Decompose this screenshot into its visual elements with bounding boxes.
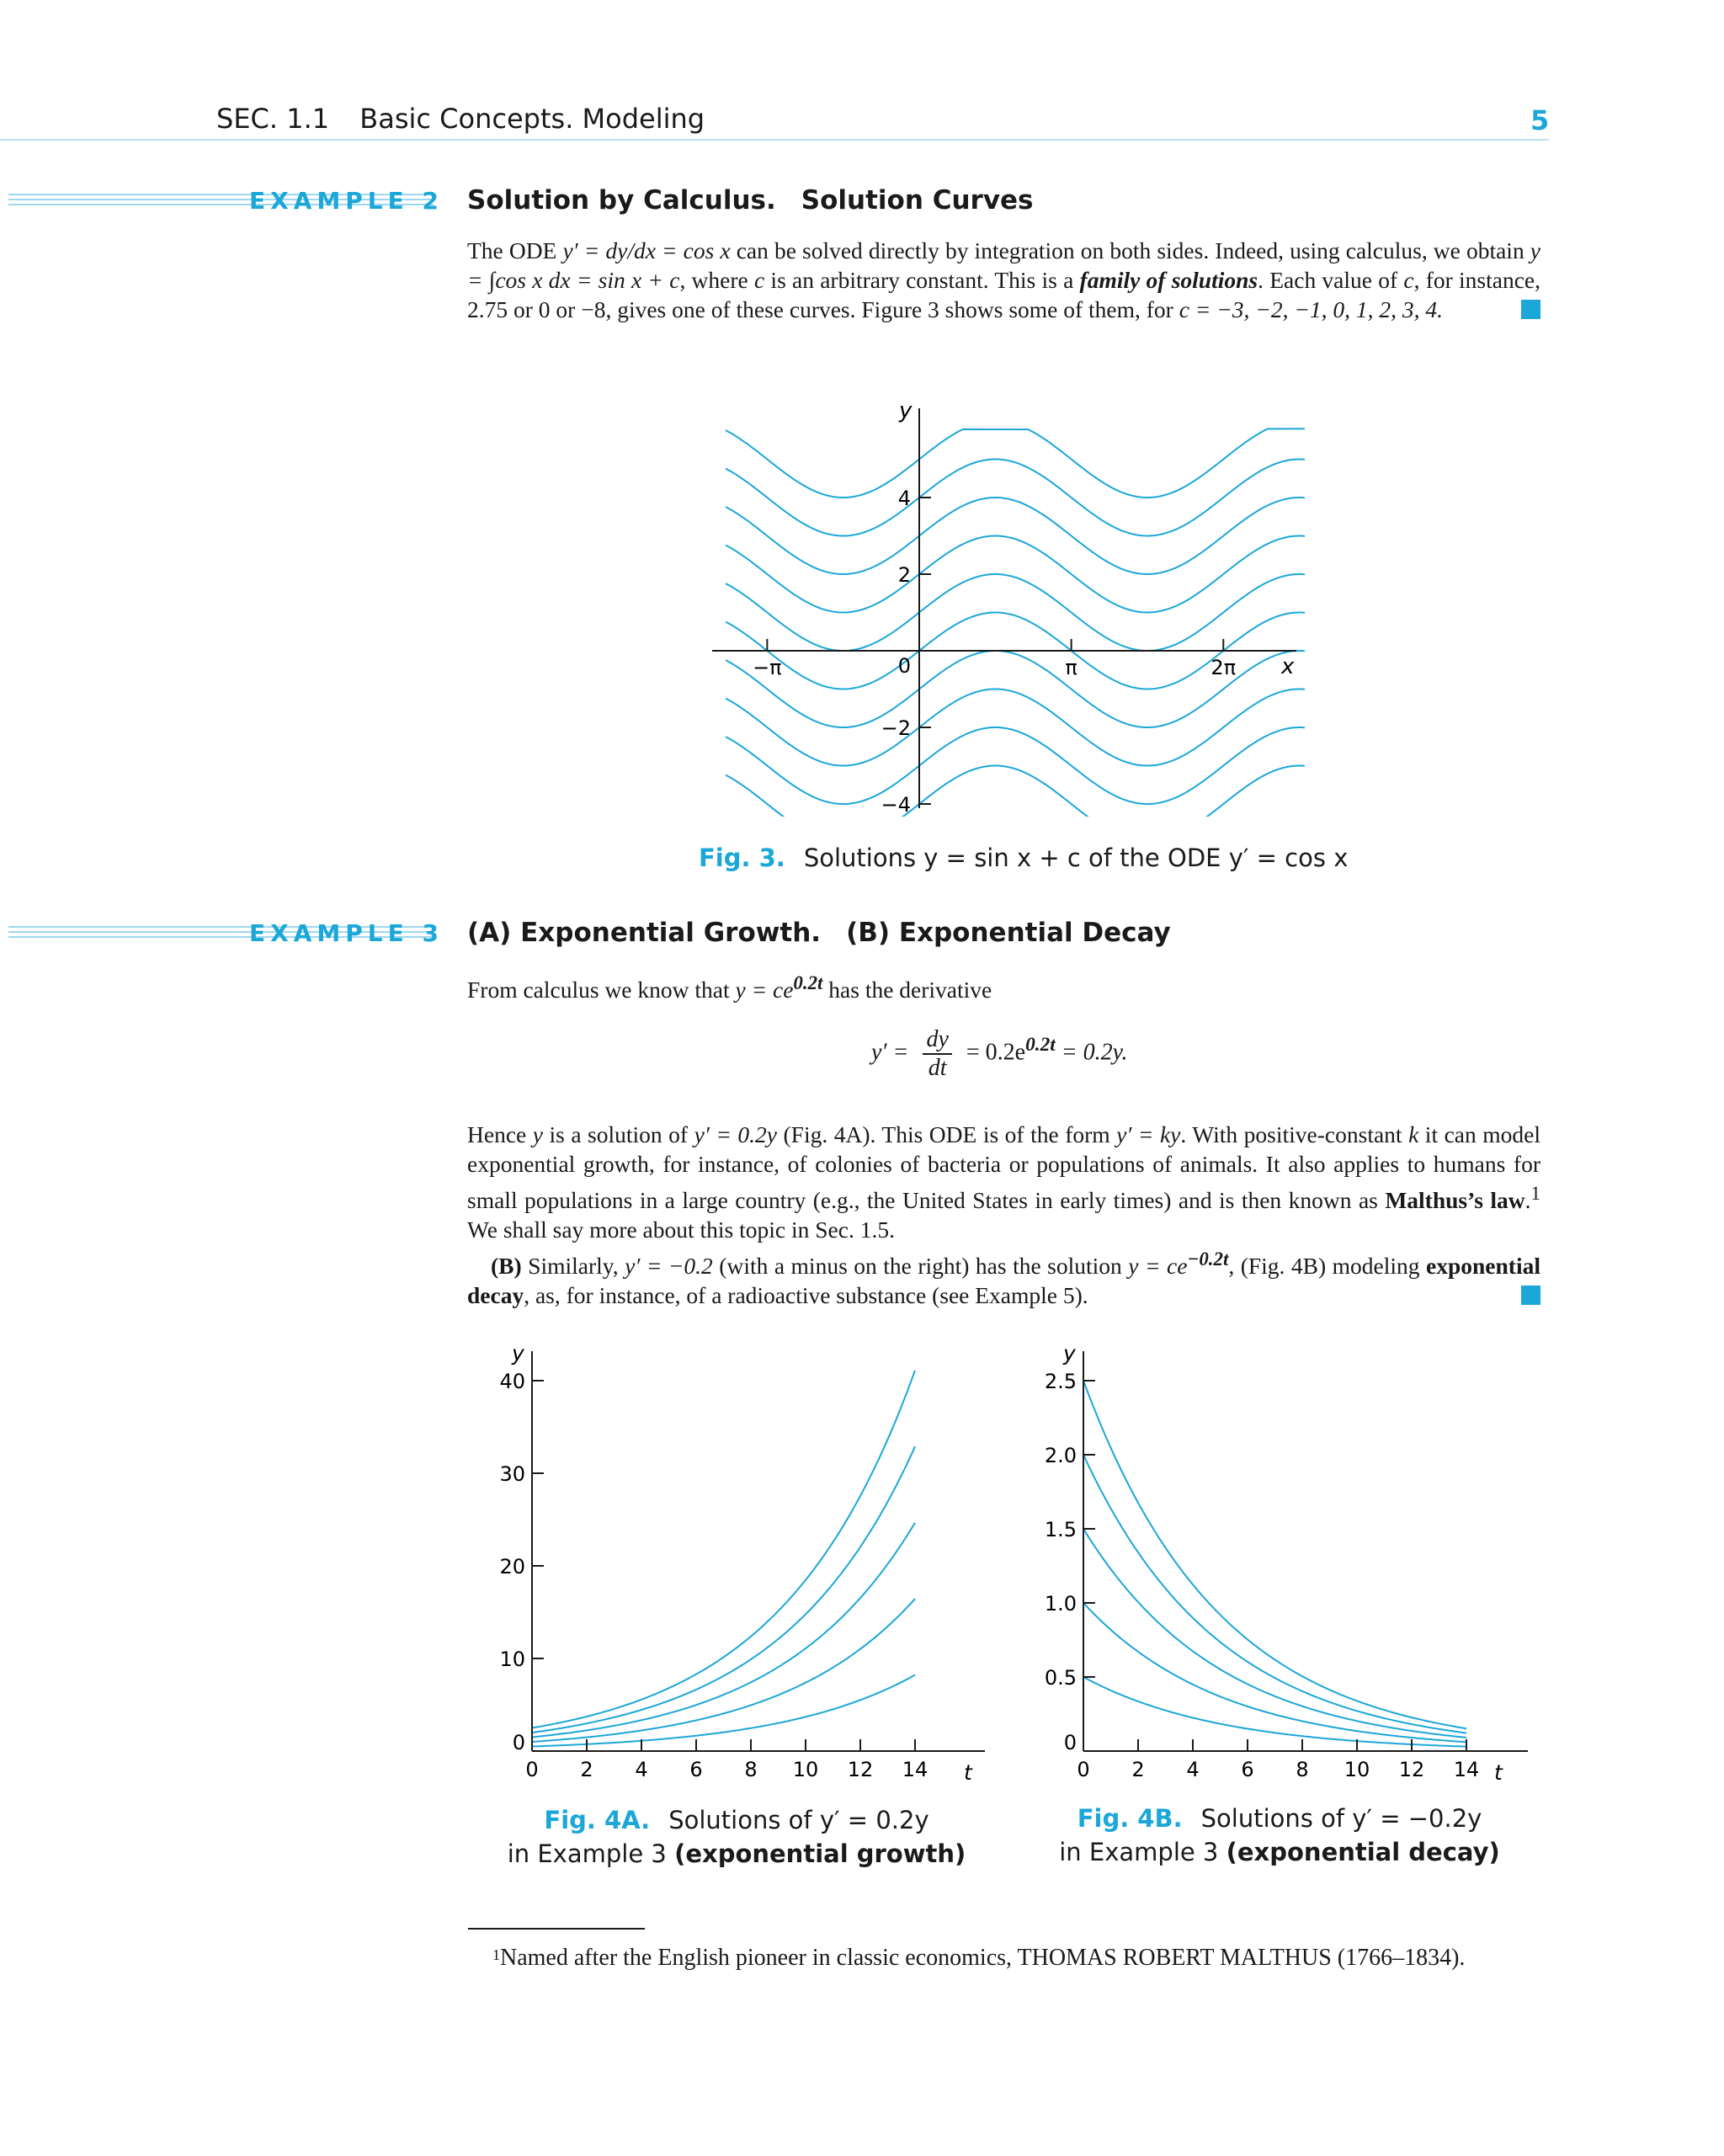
text-run: From calculus we know that (467, 977, 736, 1003)
page-number: 5 (1530, 104, 1550, 136)
text-run: has the derivative (822, 977, 992, 1003)
text-run: (with a minus on the right) has the solution (712, 1253, 1129, 1280)
text-run: The ODE (467, 237, 563, 264)
figure-4a-chart (480, 1339, 993, 1793)
example-3-title-a: (A) Exponential Growth. (467, 918, 822, 948)
solution-curve-c-1.5 (1083, 1529, 1466, 1738)
figure-4b-caption-line1: Solutions of y′ = −0.2y (1200, 1804, 1482, 1833)
ode-form: y′ = ky (1116, 1121, 1181, 1147)
x-tick-label: 12 (847, 1758, 874, 1781)
y-tick-label: 2 (897, 563, 911, 587)
x-tick-label: 0 (525, 1758, 539, 1781)
x-tick-label: 4 (635, 1758, 648, 1781)
text-run: is a solution of (542, 1121, 694, 1147)
running-head (216, 103, 705, 135)
part-b-label: (B) (491, 1253, 522, 1280)
t-axis-label: t (964, 1760, 972, 1785)
figure-4a-caption-line2: in Example 3 (507, 1839, 675, 1868)
exponent: 0.2t (793, 972, 823, 993)
x-tick-label: 4 (1186, 1758, 1200, 1781)
y-tick-label: −4 (881, 793, 911, 817)
math-expression: y = ce (1128, 1253, 1188, 1280)
text-run: , (Fig. 4B) modeling (1228, 1253, 1427, 1280)
text-run: is an arbitrary constant. This is a (764, 267, 1080, 293)
y-tick-label: 1.0 (1044, 1592, 1077, 1616)
solution-curve-c-1.5 (532, 1523, 915, 1738)
figure-3-caption-text: Solutions y = sin x + c of the ODE y′ = cos x (803, 844, 1349, 872)
figure-3-label: Fig. 3. (699, 844, 785, 872)
end-of-example-marker (1521, 1286, 1540, 1305)
figure-4a-caption (480, 1803, 993, 1871)
figure-4b-caption (1023, 1802, 1536, 1869)
ode-expression: y′ = −0.2 (625, 1253, 713, 1280)
figure-4a-label: Fig. 4A. (544, 1806, 651, 1834)
example-2-title-b: Solution Curves (801, 185, 1034, 216)
y-tick-label: 0.5 (1044, 1666, 1077, 1690)
footnote (492, 1945, 1465, 1972)
section-title: Basic Concepts. Modeling (359, 103, 705, 135)
footnote-mark: 1 (1530, 1183, 1540, 1204)
figure-3-chart (707, 396, 1305, 817)
x-tick-label: 8 (1296, 1758, 1309, 1781)
x-tick-label: 14 (1453, 1758, 1480, 1781)
example-3-label: EXAMPLE 3 (249, 919, 444, 947)
exponent: −0.2t (1187, 1248, 1229, 1270)
y-tick-label: 4 (897, 487, 911, 510)
text-run: (Fig. 4A). This ODE is of the form (777, 1121, 1117, 1147)
solution-curve-c--4 (726, 766, 1305, 817)
exponential-decay-term: exponential decay (467, 1253, 1540, 1309)
y-tick-label: 0 (512, 1731, 525, 1754)
x-tick-label: 12 (1398, 1758, 1425, 1781)
x-tick-label: −π (753, 656, 782, 679)
t-axis-label: t (1494, 1760, 1503, 1785)
malthus-law-term: Malthus’s law (1385, 1187, 1525, 1214)
text-run: Hence (467, 1121, 533, 1147)
equation-rhs: = 0.2e (966, 1039, 1026, 1066)
x-tick-label: 10 (1344, 1758, 1370, 1781)
math-symbol: c (1403, 267, 1414, 293)
y-tick-label: 40 (499, 1370, 525, 1393)
figure-3-caption (699, 844, 1348, 872)
text-run: . Each value of (1258, 267, 1404, 293)
example-3-intro (467, 968, 1540, 1004)
x-tick-label: 8 (744, 1758, 758, 1781)
footnote-rule (468, 1928, 645, 1930)
footnote-number: 1 (492, 1946, 500, 1963)
solution-curve-c-2.5 (1083, 1381, 1466, 1728)
x-tick-label: 2π (1211, 656, 1237, 679)
text-run: Similarly, (521, 1253, 625, 1280)
example-2-label: EXAMPLE 2 (249, 187, 444, 215)
solution-curve-c--3 (726, 727, 1305, 804)
c-values: c = −3, −2, −1, 0, 1, 2, 3, 4. (1179, 296, 1444, 322)
math-expression: y = ce (735, 977, 794, 1003)
x-tick-label: 14 (902, 1758, 929, 1781)
footnote-text: Named after the English pioneer in classic economics, THOMAS ROBERT MALTHUS (1766–1834). (500, 1945, 1466, 1971)
y-tick-label: −2 (881, 716, 911, 740)
y-axis-label: y (512, 1341, 524, 1365)
solution-curve-c-1 (532, 1599, 915, 1742)
y-tick-label: 1.5 (1044, 1518, 1077, 1541)
example-2-title (467, 185, 1034, 216)
figure-4b-chart (1023, 1339, 1536, 1793)
solution-curve-c-4 (726, 460, 1305, 536)
solution-curve-c-3 (726, 498, 1305, 574)
example-3-title (467, 918, 1171, 948)
derivative-equation (871, 1026, 1128, 1082)
figure-4a-caption-bold: (exponential growth) (674, 1839, 966, 1868)
x-tick-label: 6 (689, 1758, 703, 1781)
solution-curve-c-0.5 (1083, 1677, 1466, 1747)
ode-expression: y′ = 0.2y (694, 1121, 777, 1147)
equation-lhs: y′ = (871, 1039, 909, 1066)
example-3-title-b: (B) Exponential Decay (846, 918, 1171, 948)
family-of-solutions-term: family of solutions (1079, 267, 1258, 293)
text-run: We shall say more about this topic in Sec. 1.5. (467, 1216, 895, 1243)
fraction-denominator: dt (928, 1055, 947, 1081)
math-symbol: k (1408, 1121, 1419, 1147)
y-tick-label: 30 (499, 1462, 525, 1486)
header-rule (0, 139, 1549, 141)
solution-curve-c-2 (532, 1446, 915, 1733)
text-run: , for instance, 2.75 or 0 or −8, gives one of these curves. Figure 3 shows some of them, for (467, 267, 1540, 322)
solution-expression: y = ∫cos x dx = sin x + c (467, 237, 1540, 293)
x-tick-label: π (1065, 656, 1078, 679)
fraction-numerator: dy (926, 1026, 949, 1052)
example-2-title-a: Solution by Calculus. (467, 185, 776, 216)
x-tick-label: 2 (580, 1758, 593, 1781)
y-axis-label: y (899, 398, 913, 423)
math-symbol: c (753, 267, 765, 293)
origin-label: 0 (897, 654, 911, 678)
x-tick-label: 2 (1131, 1758, 1145, 1781)
solution-curve-c-1 (726, 574, 1305, 651)
ode-expression: y′ = dy/dx = cos x (562, 237, 731, 264)
solution-curve-c-1 (1083, 1603, 1466, 1742)
y-tick-label: 0 (1063, 1731, 1077, 1754)
x-tick-label: 0 (1077, 1758, 1090, 1781)
text-run: . With positive-constant (1180, 1121, 1409, 1147)
example-3-paragraph-a: Hence y is a solution of y′ = 0.2y (Fig. 4A). This ODE is of the form y′ = ky. With positive-constant k it can model exponential growth, for instance, of colonies of bacteria or populations of animals. It also applies to humans for small populations in a large country (e.g., the United States in early times) and is then known as Malthus’s law.$^1$ We shall say more about this topic in Sec. 1.5. (B) Similarly, y′ = −0.2 (with a minus on the right) has the solution $y = ce^{-0.2t}$, (Fig. 4B) modeling exponential decay, as, for instance, of a radioactive substance (see Example 5). (467, 1121, 1541, 1309)
figure-4b-caption-line2: in Example 3 (1059, 1838, 1226, 1866)
figure-4b-label: Fig. 4B. (1077, 1804, 1183, 1833)
fraction (923, 1026, 951, 1082)
y-tick-label: 2.5 (1044, 1370, 1077, 1393)
math-symbol: y (532, 1121, 543, 1147)
solution-curve-c--2 (726, 689, 1305, 766)
equation-rhs-end: = 0.2y. (1055, 1039, 1128, 1066)
text-run: , where (679, 267, 754, 293)
solution-curve-c-2 (726, 536, 1305, 613)
x-axis-label: x (1281, 654, 1295, 679)
x-tick-label: 10 (792, 1758, 819, 1781)
figure-4a-caption-line1: Solutions of y′ = 0.2y (668, 1806, 929, 1834)
solution-curve-c-0.5 (532, 1675, 915, 1747)
end-of-example-marker (1521, 300, 1540, 319)
exponent: 0.2t (1025, 1034, 1056, 1057)
text-run: can be solved directly by integration on both sides. Indeed, using calculus, we obtain (730, 237, 1530, 264)
figure-4b-caption-bold: (exponential decay) (1226, 1838, 1500, 1866)
text-run: it can model exponential growth, for instance, of colonies of bacteria or populations of animals. It also applies to humans for small populations in a large country (e.g., the United States in early times) and is then known as (467, 1121, 1541, 1214)
solution-curve-c-2.5 (532, 1371, 915, 1728)
y-tick-label: 20 (499, 1555, 525, 1578)
text-run: , as, for instance, of a radioactive substance (see Example 5). (524, 1282, 1088, 1309)
y-tick-label: 10 (499, 1648, 525, 1671)
y-tick-label: 2.0 (1044, 1444, 1077, 1467)
x-tick-label: 6 (1241, 1758, 1254, 1781)
y-axis-label: y (1063, 1341, 1076, 1365)
example-2-paragraph (467, 236, 1540, 324)
section-number: SEC. 1.1 (216, 103, 330, 135)
solution-curve-c-2 (1083, 1455, 1466, 1733)
